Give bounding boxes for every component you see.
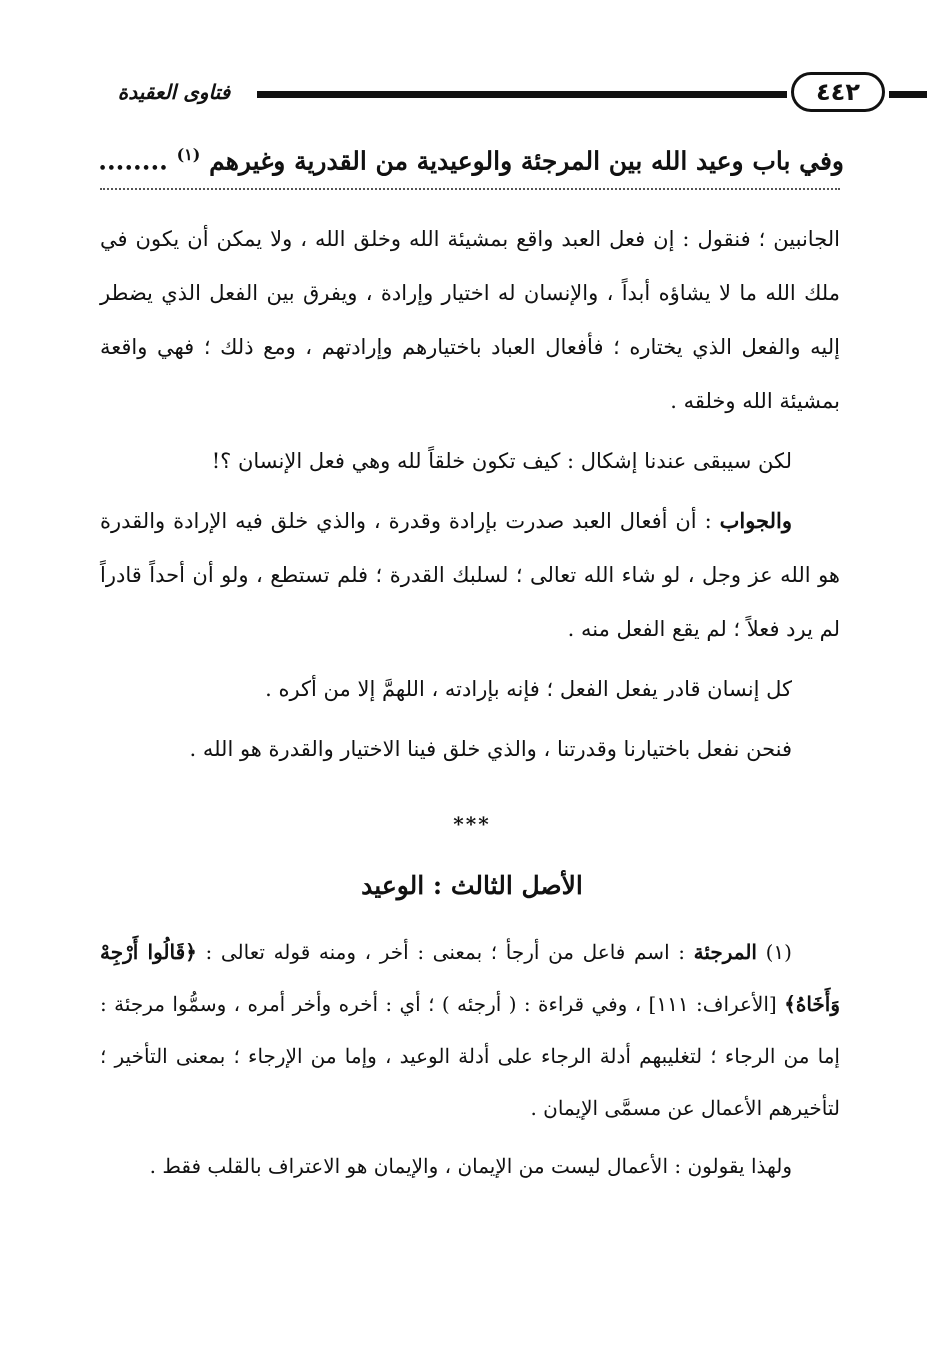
- main-text: [100, 212, 840, 776]
- page-number: ٤٤٢: [791, 72, 885, 112]
- footnote-text-1: : اسم فاعل من أرجأ ؛ بمعنى : أخر ، ومنه قوله تعالى :: [196, 940, 694, 964]
- quran-verse: ﴿قَالُوا أَرْجِهْ وَأَخَاهُ﴾: [100, 940, 840, 1016]
- header-rule-left: [257, 91, 787, 98]
- section-heading: الأصل الثالث : الوعيد: [361, 871, 583, 900]
- paragraph-4: كل إنسان قادر يفعل الفعل ؛ فإنه بإرادته ، اللهمَّ إلا من أكره .: [265, 677, 792, 701]
- footnote-paragraph-2: ولهذا يقولون : الأعمال ليست من الإيمان ، والإيمان هو الاعتراف بالقلب فقط .: [149, 1154, 792, 1178]
- chapter-heading-dots: ........: [98, 146, 168, 176]
- chapter-heading: [98, 128, 844, 188]
- paragraph-1: الجانبين ؛ فنقول : إن فعل العبد واقع بمشيئة الله وخلق الله ، ولا يمكن أن يكون في ملك الله ما لا يشاؤه أبداً ، والإنسان له اختيار وإرادة ، ويفرق بين الفعل الذي يضطر إليه والفعل الذي يختاره ؛ فأفعال العباد باختيارهم وإرادتهم ، ومع ذلك ؛ فهي واقعة بمشيئة الله وخلقه .: [100, 227, 840, 413]
- paragraph-3: [100, 494, 840, 656]
- chapter-heading-title: وفي باب وعيد الله بين المرجئة والوعيدية من القدرية وغيرهم: [209, 146, 844, 176]
- dotted-divider: [100, 188, 840, 190]
- answer-lead: والجواب: [719, 508, 792, 533]
- page-header: [95, 72, 860, 118]
- footnote: [100, 920, 840, 1192]
- paragraph-5: فنحن نفعل باختيارنا وقدرتنا ، والذي خلق فينا الاختيار والقدرة هو الله .: [189, 737, 792, 761]
- footnote-number: (١): [765, 940, 792, 964]
- section-separator: ***: [453, 812, 491, 836]
- running-title: فتاوى العقيدة: [117, 80, 231, 104]
- header-rule-right: [889, 91, 927, 98]
- footnote-term: المرجئة: [693, 940, 757, 964]
- footnote-marker: (١): [176, 145, 201, 164]
- footnote-text-2: [الأعراف: ١١١] ، وفي قراءة : ( أرجئه ) ؛ أي : أخره وأخر أمره ، وسمُّوا مرجئة : إما من الرجاء ؛ لتغليبهم أدلة الرجاء على أدلة الوعيد ، وإما من الإرجاء ؛ بمعنى التأخير ؛ لتأخيرهم الأعمال عن مسمَّى الإيمان .: [100, 992, 840, 1120]
- paragraph-2: لكن سيبقى عندنا إشكال : كيف تكون خلقاً لله وهي فعل الإنسان ؟!: [211, 449, 792, 473]
- answer-text: : أن أفعال العبد صدرت بإرادة وقدرة ، والذي خلق فيه الإرادة والقدرة هو الله عز وجل ، لو شاء الله تعالى ؛ لسلبك القدرة ؛ فلم تستطع ، ولو أن أحداً قادراً لم يرد فعلاً ؛ لم يقع الفعل منه .: [100, 509, 840, 641]
- footnote-paragraph-1: [100, 926, 840, 1134]
